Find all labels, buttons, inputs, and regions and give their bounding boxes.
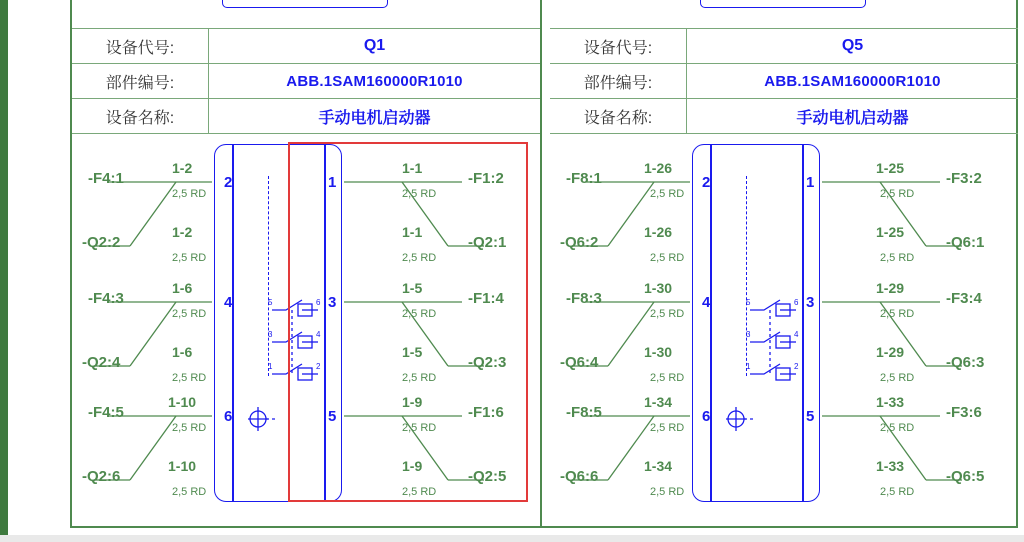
terminal-number-left: 6	[702, 408, 711, 425]
connection-device: -Q2:5	[468, 468, 507, 485]
terminal-number-left: 2	[702, 174, 711, 191]
connection-spec: 2,5 RD	[880, 188, 915, 200]
terminal-number-right: 3	[328, 294, 337, 311]
panel2-schematic	[550, 136, 1018, 518]
terminal-number-right: 5	[806, 408, 815, 425]
selection-highlight-rect	[288, 142, 528, 502]
connection-spec: 2,5 RD	[650, 188, 685, 200]
terminal-number-right: 1	[328, 174, 337, 191]
table-row	[550, 64, 1018, 99]
connection-spec: 2,5 RD	[402, 188, 437, 200]
terminal-number-right: 3	[806, 294, 815, 311]
connection-spec: 2,5 RD	[172, 486, 207, 498]
connection-device: -Q2:4	[82, 354, 121, 371]
panel1-top-stub-box	[222, 0, 388, 8]
connection-wire: 1-2	[172, 224, 193, 240]
connection-spec: 2,5 RD	[880, 252, 915, 264]
connection-device: -F3:4	[946, 290, 982, 307]
info-label: 部件编号:	[72, 64, 209, 98]
connection-device: -Q6:2	[560, 234, 599, 251]
connection-wire: 1-30	[644, 280, 673, 296]
terminal-number-right: 1	[806, 174, 815, 191]
connection-device: -Q6:1	[946, 234, 985, 251]
connection-spec: 2,5 RD	[172, 308, 207, 320]
connection-wire: 1-5	[402, 344, 423, 360]
svg-text:5: 5	[268, 298, 273, 307]
terminal-number-right: 5	[328, 408, 337, 425]
svg-text:2: 2	[316, 362, 321, 371]
connection-spec: 2,5 RD	[880, 422, 915, 434]
panel1-info-table	[72, 28, 540, 134]
connection-spec: 2,5 RD	[402, 422, 437, 434]
connection-wire: 1-30	[644, 344, 673, 360]
connection-wire: 1-26	[644, 224, 673, 240]
svg-text:6: 6	[794, 298, 799, 307]
connection-device: -Q2:1	[468, 234, 507, 251]
connection-wire: 1-6	[172, 344, 193, 360]
table-row	[550, 99, 1018, 134]
table-row	[72, 99, 540, 134]
connection-wire: 1-6	[172, 280, 193, 296]
connection-wire: 1-2	[172, 160, 193, 176]
table-row	[72, 64, 540, 99]
svg-text:5: 5	[746, 298, 751, 307]
info-label: 设备代号:	[550, 29, 687, 63]
connection-wire: 1-25	[876, 224, 905, 240]
page-left-margin	[8, 0, 70, 542]
connection-wire: 1-1	[402, 224, 423, 240]
connection-spec: 2,5 RD	[402, 372, 437, 384]
connection-wire: 1-29	[876, 280, 905, 296]
terminal-number-left: 2	[224, 174, 233, 191]
connection-device: -F3:2	[946, 170, 982, 187]
svg-text:1: 1	[746, 362, 751, 371]
connection-device: -F8:1	[566, 170, 602, 187]
panel-divider	[540, 0, 542, 528]
connection-device: -Q2:2	[82, 234, 121, 251]
svg-text:4: 4	[794, 330, 799, 339]
panel2-top-stub-box	[700, 0, 866, 8]
info-value: ABB.1SAM160000R1010	[764, 72, 941, 90]
connection-device: -Q2:3	[468, 354, 507, 371]
connection-device: -Q6:6	[560, 468, 599, 485]
connection-device: -F8:3	[566, 290, 602, 307]
connection-spec: 2,5 RD	[172, 422, 207, 434]
connection-wire: 1-25	[876, 160, 905, 176]
info-value: 手动电机启动器	[796, 109, 909, 127]
info-value: Q1	[363, 37, 386, 54]
connection-wire: 1-9	[402, 458, 423, 474]
svg-text:1: 1	[268, 362, 273, 371]
terminal-number-left: 6	[224, 408, 233, 425]
svg-text:2: 2	[794, 362, 799, 371]
connection-wire: 1-34	[644, 458, 673, 474]
connection-device: -F3:6	[946, 404, 982, 421]
connection-spec: 2,5 RD	[880, 372, 915, 384]
connection-spec: 2,5 RD	[880, 486, 915, 498]
connection-device: -F4:3	[88, 290, 124, 307]
connection-wire: 1-29	[876, 344, 905, 360]
info-label: 设备名称:	[550, 99, 687, 133]
connection-spec: 2,5 RD	[880, 308, 915, 320]
connection-device: -F1:2	[468, 170, 504, 187]
connection-spec: 2,5 RD	[650, 308, 685, 320]
connection-wire: 1-33	[876, 394, 905, 410]
info-value: ABB.1SAM160000R1010	[286, 72, 463, 90]
svg-text:3: 3	[746, 330, 751, 339]
connection-wire: 1-5	[402, 280, 423, 296]
connection-device: -Q6:3	[946, 354, 985, 371]
panel2-info-table	[550, 28, 1018, 134]
info-label: 设备代号:	[72, 29, 209, 63]
connection-spec: 2,5 RD	[650, 372, 685, 384]
connection-spec: 2,5 RD	[650, 252, 685, 264]
connection-spec: 2,5 RD	[402, 252, 437, 264]
panel2-connection-lines	[550, 136, 1018, 518]
connection-device: -Q2:6	[82, 468, 121, 485]
connection-device: -F1:6	[468, 404, 504, 421]
connection-device: -Q6:5	[946, 468, 985, 485]
connection-spec: 2,5 RD	[650, 486, 685, 498]
info-value: 手动电机启动器	[318, 109, 431, 127]
connection-spec: 2,5 RD	[172, 188, 207, 200]
connection-spec: 2,5 RD	[650, 422, 685, 434]
info-label: 部件编号:	[550, 64, 687, 98]
connection-spec: 2,5 RD	[402, 308, 437, 320]
connection-wire: 1-1	[402, 160, 423, 176]
connection-spec: 2,5 RD	[172, 372, 207, 384]
connection-device: -F4:1	[88, 170, 124, 187]
connection-device: -F8:5	[566, 404, 602, 421]
info-label: 设备名称:	[72, 99, 209, 133]
page-left-edge-strip	[0, 0, 8, 542]
connection-spec: 2,5 RD	[402, 486, 437, 498]
connection-wire: 1-34	[644, 394, 673, 410]
connection-wire: 1-33	[876, 458, 905, 474]
connection-wire: 1-10	[168, 394, 197, 410]
connection-device: -F4:5	[88, 404, 124, 421]
svg-text:4: 4	[316, 330, 321, 339]
connection-spec: 2,5 RD	[172, 252, 207, 264]
table-row	[550, 28, 1018, 64]
connection-wire: 1-9	[402, 394, 423, 410]
connection-device: -Q6:4	[560, 354, 599, 371]
page-bottom-edge-strip	[0, 535, 1024, 542]
connection-device: -F1:4	[468, 290, 504, 307]
svg-text:6: 6	[316, 298, 321, 307]
terminal-number-left: 4	[224, 294, 233, 311]
svg-text:3: 3	[268, 330, 273, 339]
connection-wire: 1-26	[644, 160, 673, 176]
table-row	[72, 28, 540, 64]
terminal-number-left: 4	[702, 294, 711, 311]
connection-wire: 1-10	[168, 458, 197, 474]
info-value: Q5	[841, 37, 864, 54]
